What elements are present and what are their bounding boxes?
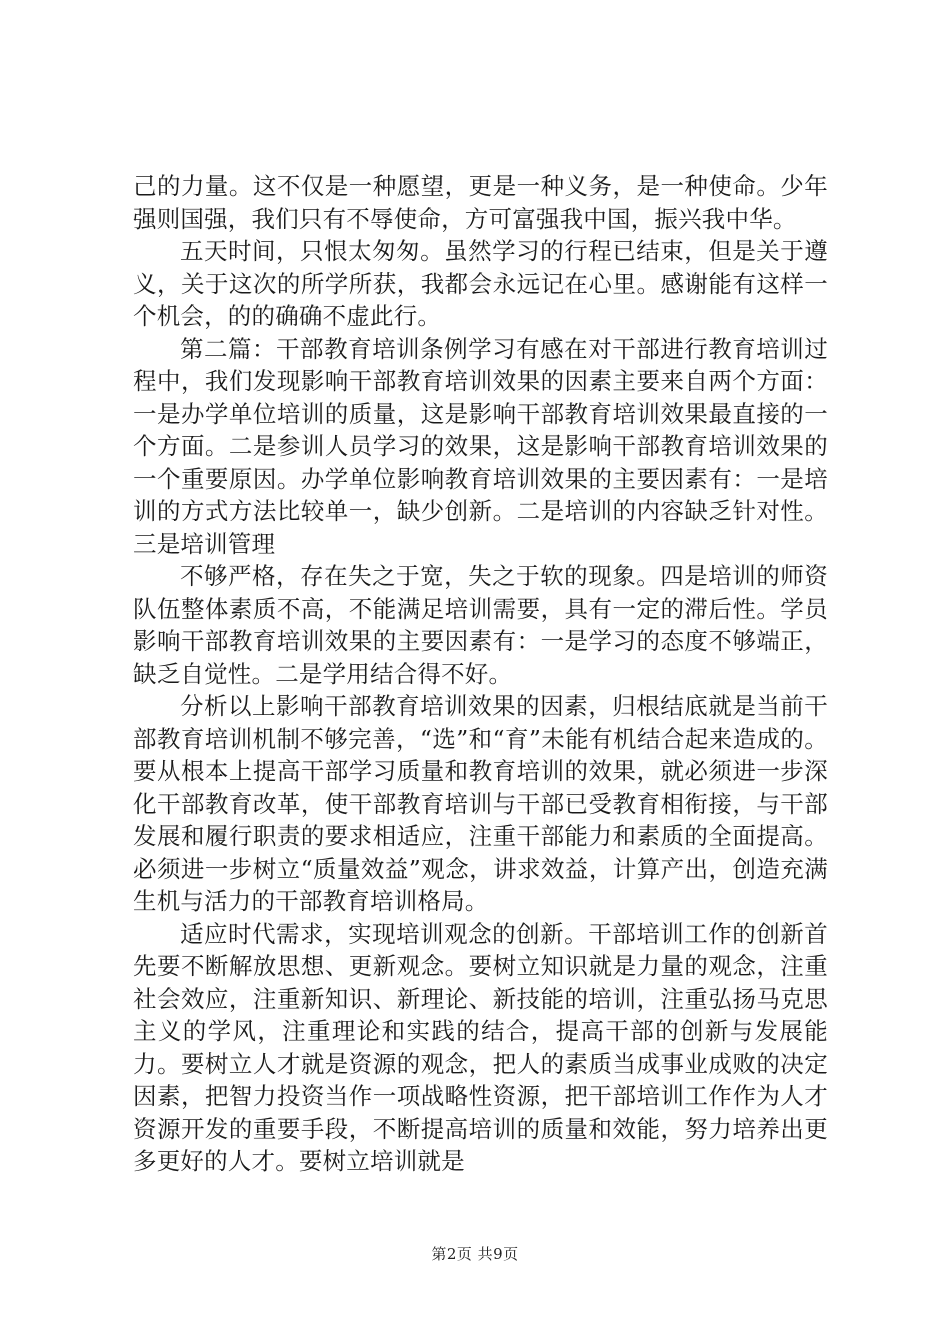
page-number-footer: 第2页 共9页 [431, 1245, 519, 1263]
paragraph-3: 第二篇：干部教育培训条例学习有感在对干部进行教育培训过程中，我们发现影响干部教育培训效果的因素主要来自两个方面：一是办学单位培训的质量，这是影响干部教育培训效果最直接的一个方面。二是参训人员学习的效果，这是影响干部教育培训效果的一个重要原因。办学单位影响教育培训效果的主要因素有：一是培训的方式方法比较单一，缺少创新。二是培训的内容缺乏针对性。三是培训管理 [133, 334, 828, 558]
document-body [133, 170, 828, 1178]
paragraph-4: 不够严格，存在失之于宽，失之于软的现象。四是培训的师资队伍整体素质不高，不能满足培训需要，具有一定的滞后性。学员影响干部教育培训效果的主要因素有：一是学习的态度不够端正，缺乏自觉性。二是学用结合得不好。 [133, 562, 828, 688]
paragraph-2: 五天时间，只恨太匆匆。虽然学习的行程已结束，但是关于遵义，关于这次的所学所获，我都会永远记在心里。感谢能有这样一个机会，的的确确不虚此行。 [133, 237, 828, 330]
paragraph-5: 分析以上影响干部教育培训效果的因素，归根结底就是当前干部教育培训机制不够完善，“选”和“育”未能有机结合起来造成的。要从根本上提高干部学习质量和教育培训的效果，就必须进一步深化干部教育改革，使干部教育培训与干部已受教育相衔接，与干部发展和履行职责的要求相适应，注重干部能力和素质的全面提高。必须进一步树立“质量效益”观念，讲求效益，计算产出，创造充满生机与活力的干部教育培训格局。 [133, 692, 828, 915]
paragraph-6: 适应时代需求，实现培训观念的创新。干部培训工作的创新首先要不断解放思想、更新观念。要树立知识就是力量的观念，注重社会效应，注重新知识、新理论、新技能的培训，注重弘扬马克思主义的学风，注重理论和实践的结合，提高干部的创新与发展能力。要树立人才就是资源的观念，把人的素质当成事业成败的决定因素，把智力投资当作一项战略性资源，把干部培训工作作为人才资源开发的重要手段，不断提高培训的质量和效能，努力培养出更多更好的人才。要树立培训就是 [133, 919, 828, 1175]
paragraph-1: 己的力量。这不仅是一种愿望，更是一种义务，是一种使命。少年强则国强，我们只有不辱使命，方可富强我中国，振兴我中华。 [133, 172, 828, 233]
